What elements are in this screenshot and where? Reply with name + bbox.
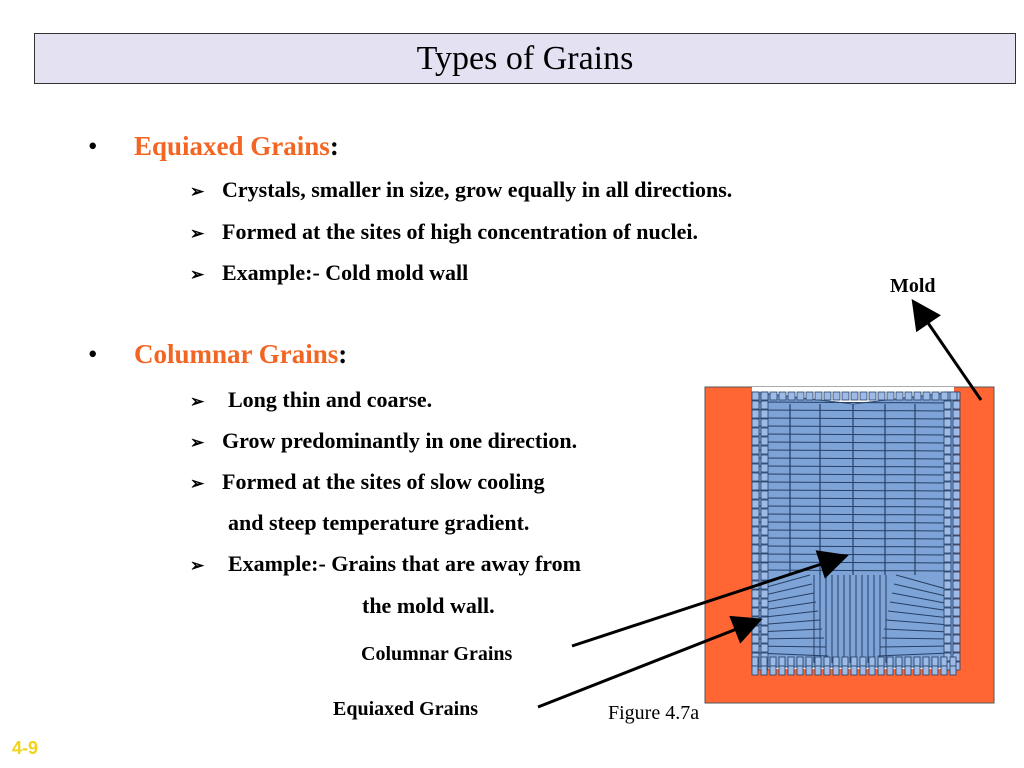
- equiaxed-grain-cell: [752, 554, 759, 562]
- equiaxed-grain-cell: [752, 666, 758, 675]
- equiaxed-grain-cell: [950, 657, 956, 666]
- equiaxed-grain-cell: [878, 392, 885, 400]
- equiaxed-grain-cell: [869, 657, 875, 666]
- equiaxed-grain-cell: [842, 666, 848, 675]
- equiaxed-grain-cell: [779, 666, 785, 675]
- bullet-marker: •: [88, 339, 98, 369]
- equiaxed-grain-cell: [761, 608, 768, 616]
- equiaxed-grain-cell: [761, 635, 768, 643]
- equiaxed-grain-cell: [944, 599, 951, 607]
- equiaxed-grain-cell: [752, 410, 759, 418]
- arrow-bullet-icon: ➢: [190, 433, 205, 452]
- columnar-grains-label: Columnar Grains: [361, 643, 513, 665]
- equiaxed-grain-cell: [944, 572, 951, 580]
- equiaxed-grain-cell: [860, 666, 866, 675]
- equiaxed-grain-cell: [944, 581, 951, 589]
- equiaxed-grain-cell: [932, 666, 938, 675]
- equiaxed-grain-cell: [944, 518, 951, 526]
- bullet-colon: :: [338, 339, 348, 369]
- equiaxed-grain-cell: [761, 446, 768, 454]
- equiaxed-grain-cell: [761, 527, 768, 535]
- equiaxed-grain-cell: [761, 599, 768, 607]
- equiaxed-grain-cell: [944, 419, 951, 427]
- equiaxed-grain-cell: [770, 657, 776, 666]
- equiaxed-grain-cell: [953, 491, 960, 499]
- sub-item-continuation: and steep temperature gradient.: [228, 510, 530, 535]
- equiaxed-grain-cell: [944, 437, 951, 445]
- equiaxed-grain-cell: [761, 536, 768, 544]
- equiaxed-grain-cell: [761, 455, 768, 463]
- equiaxed-grain-cell: [953, 482, 960, 490]
- equiaxed-grain-cell: [842, 657, 848, 666]
- equiaxed-grain-cell: [905, 657, 911, 666]
- equiaxed-grain-cell: [896, 392, 903, 400]
- equiaxed-grain-cell: [779, 392, 786, 400]
- equiaxed-grain-cell: [761, 419, 768, 427]
- equiaxed-grain-cell: [878, 657, 884, 666]
- equiaxed-grain-cell: [944, 554, 951, 562]
- bullet-colon: :: [329, 131, 339, 161]
- equiaxed-grain-cell: [869, 392, 876, 400]
- equiaxed-grain-cell: [752, 473, 759, 481]
- equiaxed-grain-cell: [752, 437, 759, 445]
- equiaxed-grain-cell: [953, 428, 960, 436]
- equiaxed-grain-cell: [860, 392, 867, 400]
- mold-pointer-arrow: [915, 304, 981, 400]
- equiaxed-grain-cell: [953, 464, 960, 472]
- equiaxed-grain-cell: [887, 666, 893, 675]
- equiaxed-grain-cell: [944, 473, 951, 481]
- equiaxed-grain-cell: [851, 657, 857, 666]
- equiaxed-grain-cell: [761, 500, 768, 508]
- sub-item-continuation: the mold wall.: [362, 593, 495, 618]
- equiaxed-grain-cell: [914, 392, 921, 400]
- sub-item-text: Long thin and coarse.: [228, 387, 433, 412]
- equiaxed-grain-cell: [944, 545, 951, 553]
- equiaxed-grain-cell: [752, 491, 759, 499]
- equiaxed-grain-cell: [833, 657, 839, 666]
- equiaxed-grain-cell: [761, 626, 768, 634]
- equiaxed-grain-cell: [923, 657, 929, 666]
- equiaxed-grain-cell: [806, 657, 812, 666]
- equiaxed-grain-cell: [953, 500, 960, 508]
- equiaxed-grain-cell: [953, 644, 960, 652]
- sub-item-text: Example:- Cold mold wall: [222, 260, 469, 285]
- sub-item-text: Formed at the sites of slow cooling: [222, 469, 545, 494]
- equiaxed-grain-cell: [950, 666, 956, 675]
- arrow-bullet-icon: ➢: [190, 182, 205, 201]
- equiaxed-grain-cell: [944, 635, 951, 643]
- equiaxed-grain-cell: [944, 626, 951, 634]
- equiaxed-grain-cell: [752, 644, 759, 652]
- equiaxed-grain-cell: [914, 657, 920, 666]
- equiaxed-grain-cell: [941, 666, 947, 675]
- equiaxed-grain-cell: [752, 657, 758, 666]
- equiaxed-grain-cell: [944, 590, 951, 598]
- equiaxed-grain-cell: [953, 419, 960, 427]
- equiaxed-grain-cell: [761, 657, 767, 666]
- equiaxed-grain-cell: [770, 666, 776, 675]
- equiaxed-grain-cell: [953, 437, 960, 445]
- equiaxed-grain-cell: [788, 392, 795, 400]
- equiaxed-grain-cell: [944, 491, 951, 499]
- sub-item-text: Crystals, smaller in size, grow equally in all directions.: [222, 177, 733, 202]
- equiaxed-grain-cell: [851, 666, 857, 675]
- equiaxed-grain-cell: [761, 428, 768, 436]
- equiaxed-grain-cell: [761, 666, 767, 675]
- equiaxed-grain-cell: [944, 455, 951, 463]
- equiaxed-grain-cell: [953, 509, 960, 517]
- equiaxed-grain-cell: [752, 464, 759, 472]
- equiaxed-grain-cell: [761, 644, 768, 652]
- equiaxed-grain-cell: [752, 500, 759, 508]
- equiaxed-grain-cell: [797, 657, 803, 666]
- grain-structure: [752, 392, 960, 675]
- bullet-heading-equiaxed: Equiaxed Grains: [134, 131, 330, 161]
- equiaxed-grain-cell: [896, 666, 902, 675]
- equiaxed-grain-cell: [761, 563, 768, 571]
- equiaxed-grain-cell: [806, 392, 813, 400]
- equiaxed-grain-cell: [944, 401, 951, 409]
- equiaxed-grain-cell: [752, 428, 759, 436]
- equiaxed-grain-cell: [953, 410, 960, 418]
- equiaxed-grain-cell: [953, 626, 960, 634]
- equiaxed-grain-cell: [806, 666, 812, 675]
- equiaxed-grain-cell: [953, 518, 960, 526]
- equiaxed-grain-cell: [944, 446, 951, 454]
- equiaxed-grain-cell: [752, 536, 759, 544]
- sub-item-text: Formed at the sites of high concentration of nuclei.: [222, 219, 698, 244]
- equiaxed-grain-cell: [815, 666, 821, 675]
- equiaxed-grain-cell: [761, 509, 768, 517]
- equiaxed-grain-cell: [752, 401, 759, 409]
- equiaxed-grain-cell: [878, 666, 884, 675]
- equiaxed-grain-cell: [944, 536, 951, 544]
- equiaxed-grain-cell: [752, 455, 759, 463]
- equiaxed-grain-cell: [833, 666, 839, 675]
- equiaxed-grain-cell: [752, 599, 759, 607]
- equiaxed-grain-cell: [887, 657, 893, 666]
- equiaxed-grain-cell: [752, 635, 759, 643]
- arrow-bullet-icon: ➢: [190, 224, 205, 243]
- equiaxed-grain-cell: [944, 563, 951, 571]
- equiaxed-grain-cell: [953, 455, 960, 463]
- equiaxed-grain-cell: [923, 392, 930, 400]
- equiaxed-grain-cell: [944, 428, 951, 436]
- equiaxed-grain-cell: [752, 608, 759, 616]
- equiaxed-grain-cell: [944, 644, 951, 652]
- equiaxed-grain-cell: [953, 527, 960, 535]
- equiaxed-grain-cell: [953, 581, 960, 589]
- equiaxed-grain-cell: [815, 657, 821, 666]
- sub-item-text: Example:- Grains that are away from: [228, 551, 581, 576]
- equiaxed-grain-cell: [953, 617, 960, 625]
- equiaxed-grain-cell: [797, 392, 804, 400]
- equiaxed-grain-cell: [770, 392, 777, 400]
- equiaxed-grain-cell: [944, 617, 951, 625]
- equiaxed-grain-cell: [761, 464, 768, 472]
- equiaxed-grain-cell: [842, 392, 849, 400]
- equiaxed-grain-cell: [824, 657, 830, 666]
- equiaxed-grain-cell: [761, 617, 768, 625]
- equiaxed-grain-cell: [944, 527, 951, 535]
- slide-title: Types of Grains: [416, 39, 634, 77]
- equiaxed-grain-cell: [761, 410, 768, 418]
- equiaxed-grain-cell: [788, 657, 794, 666]
- equiaxed-grain-cell: [953, 590, 960, 598]
- equiaxed-grain-cell: [752, 572, 759, 580]
- equiaxed-grain-cell: [761, 473, 768, 481]
- equiaxed-grain-cell: [953, 536, 960, 544]
- equiaxed-grain-cell: [896, 657, 902, 666]
- equiaxed-grain-cell: [953, 635, 960, 643]
- equiaxed-grain-cell: [905, 666, 911, 675]
- equiaxed-grain-cell: [761, 482, 768, 490]
- equiaxed-grain-cell: [761, 491, 768, 499]
- equiaxed-grain-cell: [923, 666, 929, 675]
- equiaxed-grain-cell: [761, 572, 768, 580]
- equiaxed-grain-cell: [761, 392, 768, 400]
- equiaxed-grain-cell: [953, 554, 960, 562]
- equiaxed-grain-cell: [932, 657, 938, 666]
- equiaxed-grain-cell: [944, 509, 951, 517]
- equiaxed-grain-cell: [953, 599, 960, 607]
- equiaxed-grain-cell: [953, 563, 960, 571]
- equiaxed-grain-cell: [824, 392, 831, 400]
- equiaxed-grain-cell: [824, 666, 830, 675]
- equiaxed-grain-cell: [761, 518, 768, 526]
- equiaxed-grain-cell: [944, 608, 951, 616]
- equiaxed-grain-cell: [752, 446, 759, 454]
- equiaxed-grain-cell: [941, 657, 947, 666]
- equiaxed-grain-cell: [950, 392, 957, 400]
- bullet-marker: •: [88, 131, 98, 161]
- equiaxed-grain-cell: [761, 554, 768, 562]
- equiaxed-grain-cell: [953, 446, 960, 454]
- equiaxed-grain-cell: [761, 590, 768, 598]
- equiaxed-grain-cell: [752, 563, 759, 571]
- equiaxed-grain-cell: [887, 392, 894, 400]
- equiaxed-grain-cell: [905, 392, 912, 400]
- equiaxed-grain-cell: [932, 392, 939, 400]
- equiaxed-grain-cell: [761, 437, 768, 445]
- equiaxed-grain-cell: [752, 419, 759, 427]
- arrow-bullet-icon: ➢: [190, 556, 205, 575]
- mold-label: Mold: [890, 275, 936, 297]
- equiaxed-grain-cell: [953, 401, 960, 409]
- arrow-bullet-icon: ➢: [190, 392, 205, 411]
- page-number: 4-9: [12, 738, 39, 758]
- equiaxed-grain-cell: [944, 482, 951, 490]
- arrow-bullet-icon: ➢: [190, 265, 205, 284]
- equiaxed-grain-cell: [944, 500, 951, 508]
- equiaxed-grain-cell: [752, 545, 759, 553]
- equiaxed-grain-cell: [941, 392, 948, 400]
- equiaxed-grain-cell: [752, 509, 759, 517]
- equiaxed-grain-cell: [752, 626, 759, 634]
- equiaxed-grain-cell: [752, 482, 759, 490]
- figure-caption: Figure 4.7a: [608, 702, 700, 724]
- equiaxed-grain-cell: [752, 527, 759, 535]
- equiaxed-grain-cell: [833, 392, 840, 400]
- equiaxed-grain-cell: [752, 590, 759, 598]
- equiaxed-grain-cell: [860, 657, 866, 666]
- equiaxed-grain-cell: [797, 666, 803, 675]
- bullet-heading-columnar: Columnar Grains: [134, 339, 339, 369]
- equiaxed-grain-cell: [953, 473, 960, 481]
- equiaxed-grain-cell: [815, 392, 822, 400]
- equiaxed-grains-label: Equiaxed Grains: [333, 698, 479, 720]
- equiaxed-grain-cell: [752, 392, 759, 400]
- equiaxed-grain-cell: [779, 657, 785, 666]
- equiaxed-grain-cell: [752, 518, 759, 526]
- equiaxed-grain-cell: [761, 401, 768, 409]
- arrow-bullet-icon: ➢: [190, 474, 205, 493]
- equiaxed-grain-cell: [953, 545, 960, 553]
- equiaxed-grain-cell: [851, 392, 858, 400]
- equiaxed-grain-cell: [761, 545, 768, 553]
- equiaxed-grain-cell: [869, 666, 875, 675]
- equiaxed-grain-cell: [953, 572, 960, 580]
- equiaxed-grain-cell: [944, 410, 951, 418]
- sub-item-text: Grow predominantly in one direction.: [222, 428, 578, 453]
- equiaxed-grain-cell: [953, 608, 960, 616]
- equiaxed-grain-cell: [944, 464, 951, 472]
- equiaxed-grain-cell: [788, 666, 794, 675]
- equiaxed-grain-cell: [914, 666, 920, 675]
